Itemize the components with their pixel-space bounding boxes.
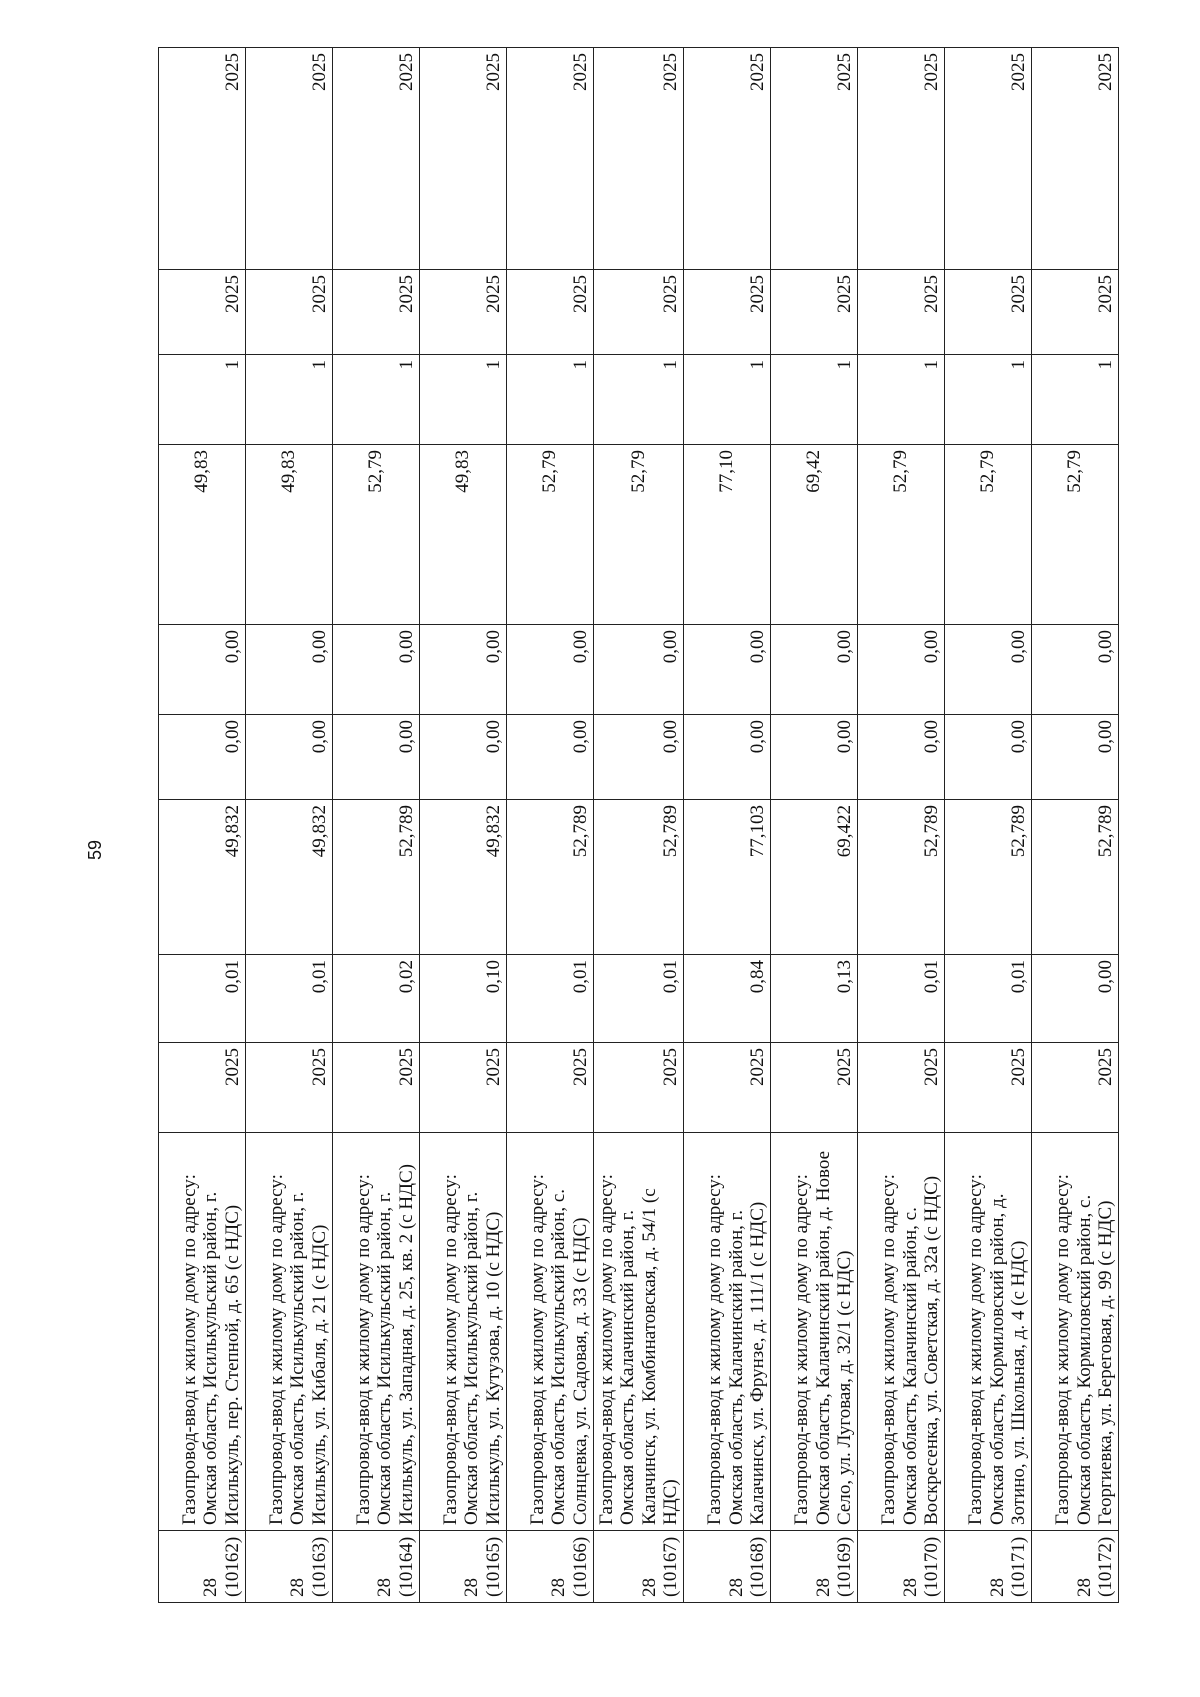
table-row (333, 48, 420, 1603)
count-cell: 1 (507, 355, 594, 445)
cost-2-cell: 0,00 (684, 715, 771, 800)
section-number: 28 (287, 1578, 309, 1597)
year-a-cell: 2025 (420, 270, 507, 355)
project-code: (10165) (482, 1536, 504, 1597)
count-cell: 1 (858, 355, 945, 445)
year-start-cell: 2025 (246, 1043, 333, 1133)
description-cell: Газопровод-ввод к жилому дому по адресу: Омская область, Исилькульский район, г. Исилькуль, ул. Западная, д. 25, кв. 2 (с НДС) (333, 1133, 420, 1531)
count-cell: 1 (771, 355, 858, 445)
year-start-cell: 2025 (771, 1043, 858, 1133)
table-row (507, 48, 594, 1603)
length-cell: 0,01 (945, 955, 1032, 1043)
length-cell: 0,01 (858, 955, 945, 1043)
year-b-cell: 2025 (771, 48, 858, 270)
cost-total-cell: 52,789 (507, 800, 594, 955)
table-row (246, 48, 333, 1603)
cost-3-cell: 0,00 (333, 625, 420, 715)
section-number: 28 (812, 1578, 834, 1597)
cost-4-cell: 52,79 (945, 445, 1032, 625)
table-row (858, 48, 945, 1603)
description-cell: Газопровод-ввод к жилому дому по адресу: Омская область, Калачинский район, г. Калачинск, ул. Комбинатовская, д. 54/1 (с НДС) (594, 1133, 684, 1531)
count-cell: 1 (1032, 355, 1119, 445)
project-code: (10171) (1007, 1536, 1029, 1597)
description-cell: Газопровод-ввод к жилому дому по адресу: Омская область, Калачинский район, д. Новое Село, ул. Луговая, д. 32/1 (с НДС) (771, 1133, 858, 1531)
cost-3-cell: 0,00 (159, 625, 246, 715)
table-row (684, 48, 771, 1603)
year-b-cell: 2025 (945, 48, 1032, 270)
cost-4-cell: 52,79 (1032, 445, 1119, 625)
year-start-cell: 2025 (159, 1043, 246, 1133)
cost-2-cell: 0,00 (420, 715, 507, 800)
year-a-cell: 2025 (945, 270, 1032, 355)
row-id-cell (771, 1531, 858, 1603)
cost-total-cell: 52,789 (1032, 800, 1119, 955)
length-cell: 0,00 (1032, 955, 1119, 1043)
project-code: (10164) (395, 1536, 417, 1597)
description-cell: Газопровод-ввод к жилому дому по адресу: Омская область, Исилькульский район, г. Исилькуль, ул. Кибаля, д. 21 (с НДС) (246, 1133, 333, 1531)
cost-4-cell: 52,79 (594, 445, 684, 625)
cost-3-cell: 0,00 (945, 625, 1032, 715)
cost-3-cell: 0,00 (594, 625, 684, 715)
cost-total-cell: 77,103 (684, 800, 771, 955)
description-cell: Газопровод-ввод к жилому дому по адресу: Омская область, Исилькульский район, с. Солнцевка, ул. Садовая, д. 33 (с НДС) (507, 1133, 594, 1531)
row-id-cell (1032, 1531, 1119, 1603)
year-start-cell: 2025 (594, 1043, 684, 1133)
description-cell: Газопровод-ввод к жилому дому по адресу: Омская область, Исилькульский район, г. Исилькуль, ул. Кутузова, д. 10 (с НДС) (420, 1133, 507, 1531)
row-id-cell (333, 1531, 420, 1603)
cost-2-cell: 0,00 (159, 715, 246, 800)
year-a-cell: 2025 (684, 270, 771, 355)
year-a-cell: 2025 (594, 270, 684, 355)
investment-table (158, 47, 1119, 1603)
year-a-cell: 2025 (1032, 270, 1119, 355)
cost-2-cell: 0,00 (507, 715, 594, 800)
length-cell: 0,13 (771, 955, 858, 1043)
project-code: (10167) (659, 1536, 681, 1597)
table-body (159, 48, 1119, 1603)
section-number: 28 (1073, 1578, 1095, 1597)
description-cell: Газопровод-ввод к жилому дому по адресу: Омская область, Кормиловский район, д. Зотино, ул. Школьная, д. 4 (с НДС) (945, 1133, 1032, 1531)
row-id-cell (594, 1531, 684, 1603)
year-start-cell: 2025 (684, 1043, 771, 1133)
year-a-cell: 2025 (507, 270, 594, 355)
count-cell: 1 (159, 355, 246, 445)
row-id-cell (507, 1531, 594, 1603)
count-cell: 1 (684, 355, 771, 445)
row-id-cell (945, 1531, 1032, 1603)
cost-total-cell: 49,832 (159, 800, 246, 955)
year-b-cell: 2025 (1032, 48, 1119, 270)
section-number: 28 (461, 1578, 483, 1597)
year-a-cell: 2025 (246, 270, 333, 355)
project-code: (10169) (833, 1536, 855, 1597)
cost-3-cell: 0,00 (771, 625, 858, 715)
cost-total-cell: 52,789 (594, 800, 684, 955)
year-b-cell: 2025 (333, 48, 420, 270)
length-cell: 0,01 (246, 955, 333, 1043)
cost-total-cell: 52,789 (945, 800, 1032, 955)
count-cell: 1 (246, 355, 333, 445)
table-row (771, 48, 858, 1603)
cost-total-cell: 52,789 (333, 800, 420, 955)
length-cell: 0,10 (420, 955, 507, 1043)
year-b-cell: 2025 (684, 48, 771, 270)
section-number: 28 (899, 1578, 921, 1597)
cost-2-cell: 0,00 (771, 715, 858, 800)
year-a-cell: 2025 (333, 270, 420, 355)
page-number: 59 (84, 839, 105, 861)
table-row (420, 48, 507, 1603)
cost-3-cell: 0,00 (420, 625, 507, 715)
length-cell: 0,02 (333, 955, 420, 1043)
year-b-cell: 2025 (858, 48, 945, 270)
project-code: (10170) (920, 1536, 942, 1597)
year-start-cell: 2025 (1032, 1043, 1119, 1133)
description-cell: Газопровод-ввод к жилому дому по адресу: Омская область, Исилькульский район, г. Исилькуль, пер. Степной, д. 65 (с НДС) (159, 1133, 246, 1531)
cost-4-cell: 49,83 (420, 445, 507, 625)
table-row (945, 48, 1032, 1603)
cost-2-cell: 0,00 (594, 715, 684, 800)
year-b-cell: 2025 (159, 48, 246, 270)
year-start-cell: 2025 (858, 1043, 945, 1133)
length-cell: 0,01 (159, 955, 246, 1043)
length-cell: 0,01 (507, 955, 594, 1043)
count-cell: 1 (594, 355, 684, 445)
cost-total-cell: 49,832 (420, 800, 507, 955)
project-code: (10163) (308, 1536, 330, 1597)
cost-3-cell: 0,00 (684, 625, 771, 715)
description-cell: Газопровод-ввод к жилому дому по адресу: Омская область, Калачинский район, с. Воскресенка, ул. Советская, д. 32а (с НДС) (858, 1133, 945, 1531)
row-id-cell (159, 1531, 246, 1603)
section-number: 28 (200, 1578, 222, 1597)
section-number: 28 (548, 1578, 570, 1597)
cost-3-cell: 0,00 (507, 625, 594, 715)
table-row (1032, 48, 1119, 1603)
length-cell: 0,84 (684, 955, 771, 1043)
year-start-cell: 2025 (333, 1043, 420, 1133)
cost-4-cell: 52,79 (858, 445, 945, 625)
count-cell: 1 (333, 355, 420, 445)
cost-total-cell: 52,789 (858, 800, 945, 955)
year-b-cell: 2025 (246, 48, 333, 270)
year-a-cell: 2025 (858, 270, 945, 355)
cost-2-cell: 0,00 (1032, 715, 1119, 800)
description-cell: Газопровод-ввод к жилому дому по адресу: Омская область, Кормиловский район, с. Георгиевка, ул. Береговая, д. 99 (с НДС) (1032, 1133, 1119, 1531)
project-code: (10172) (1094, 1536, 1116, 1597)
cost-3-cell: 0,00 (1032, 625, 1119, 715)
cost-4-cell: 52,79 (507, 445, 594, 625)
cost-total-cell: 49,832 (246, 800, 333, 955)
year-start-cell: 2025 (507, 1043, 594, 1133)
cost-2-cell: 0,00 (333, 715, 420, 800)
cost-3-cell: 0,00 (246, 625, 333, 715)
length-cell: 0,01 (594, 955, 684, 1043)
year-b-cell: 2025 (420, 48, 507, 270)
cost-4-cell: 49,83 (159, 445, 246, 625)
year-a-cell: 2025 (159, 270, 246, 355)
section-number: 28 (638, 1578, 660, 1597)
section-number: 28 (986, 1578, 1008, 1597)
project-code: (10168) (746, 1536, 768, 1597)
project-code: (10162) (221, 1536, 243, 1597)
cost-3-cell: 0,00 (858, 625, 945, 715)
cost-4-cell: 77,10 (684, 445, 771, 625)
year-b-cell: 2025 (507, 48, 594, 270)
cost-4-cell: 49,83 (246, 445, 333, 625)
row-id-cell (420, 1531, 507, 1603)
description-cell: Газопровод-ввод к жилому дому по адресу: Омская область, Калачинский район, г. Калачинск, ул. Фрунзе, д. 111/1 (с НДС) (684, 1133, 771, 1531)
year-start-cell: 2025 (420, 1043, 507, 1133)
section-number: 28 (374, 1578, 396, 1597)
cost-4-cell: 69,42 (771, 445, 858, 625)
count-cell: 1 (420, 355, 507, 445)
year-a-cell: 2025 (771, 270, 858, 355)
cost-total-cell: 69,422 (771, 800, 858, 955)
table-row (594, 48, 684, 1603)
cost-2-cell: 0,00 (945, 715, 1032, 800)
row-id-cell (246, 1531, 333, 1603)
year-start-cell: 2025 (945, 1043, 1032, 1133)
count-cell: 1 (945, 355, 1032, 445)
cost-4-cell: 52,79 (333, 445, 420, 625)
row-id-cell (684, 1531, 771, 1603)
cost-2-cell: 0,00 (246, 715, 333, 800)
section-number: 28 (725, 1578, 747, 1597)
year-b-cell: 2025 (594, 48, 684, 270)
row-id-cell (858, 1531, 945, 1603)
investment-table-wrapper (158, 48, 1116, 1603)
table-row (159, 48, 246, 1603)
project-code: (10166) (569, 1536, 591, 1597)
cost-2-cell: 0,00 (858, 715, 945, 800)
